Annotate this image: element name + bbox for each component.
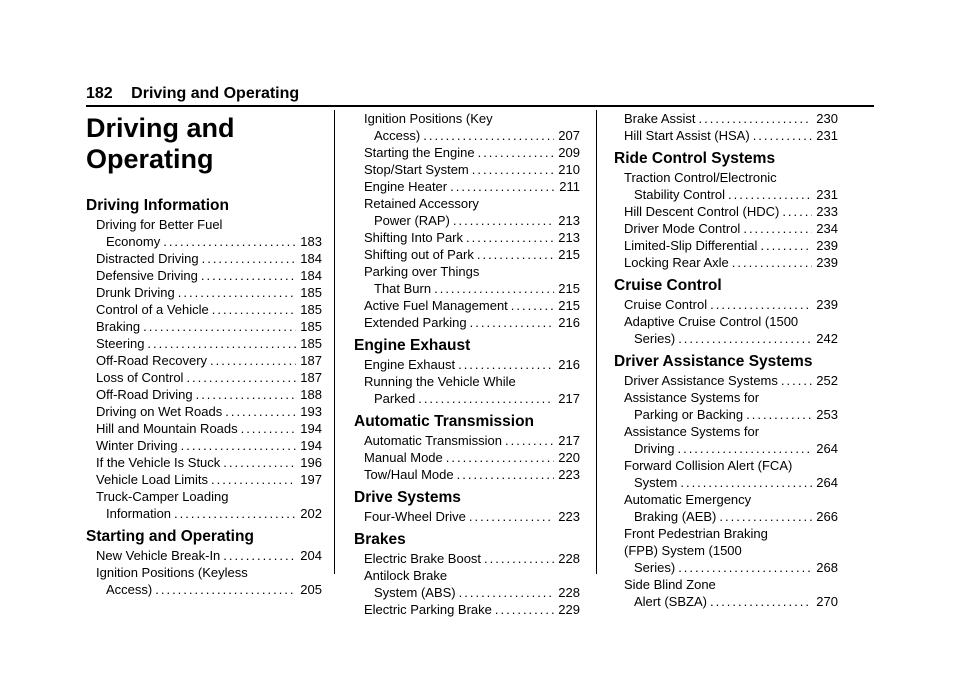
dot-leader xyxy=(459,584,555,601)
toc-entry[interactable] xyxy=(86,471,322,488)
toc-entry[interactable] xyxy=(614,220,838,237)
toc-entry[interactable] xyxy=(614,372,838,389)
toc-entry[interactable] xyxy=(614,525,838,576)
running-chapter-title: Driving and Operating xyxy=(131,85,300,102)
column-divider xyxy=(334,110,335,574)
toc-entry[interactable] xyxy=(614,313,838,347)
dot-leader xyxy=(743,220,812,237)
toc-entry-label: Power (RAP) xyxy=(374,213,450,228)
toc-entry-label: Antilock Brake xyxy=(364,568,448,583)
toc-entry[interactable] xyxy=(86,301,322,318)
toc-page-number: 185 xyxy=(300,336,322,351)
toc-entry[interactable] xyxy=(614,389,838,423)
section-title: Driving Information xyxy=(86,197,229,214)
dot-leader xyxy=(147,335,296,352)
dot-leader xyxy=(458,356,554,373)
toc-page-number: 204 xyxy=(300,548,322,563)
dot-leader xyxy=(746,406,812,423)
column-divider xyxy=(596,110,597,574)
dot-leader xyxy=(719,508,812,525)
toc-entry-label: Traction Control/Electronic xyxy=(624,170,777,185)
toc-entry[interactable] xyxy=(86,352,322,369)
toc-entry[interactable] xyxy=(86,250,322,267)
dot-leader xyxy=(211,471,296,488)
toc-entry-label: Defensive Driving xyxy=(96,268,198,283)
toc-entry[interactable] xyxy=(614,127,838,144)
toc-entry-label: Off-Road Driving xyxy=(96,387,193,402)
toc-page-number: 242 xyxy=(816,331,838,346)
toc-entry-label: Parked xyxy=(374,391,416,406)
dot-leader xyxy=(423,127,554,144)
toc-page-number: 220 xyxy=(558,450,580,465)
toc-entry-label: Shifting Into Park xyxy=(364,230,463,245)
dot-leader xyxy=(484,550,554,567)
dot-leader xyxy=(446,449,555,466)
toc-entry[interactable] xyxy=(354,263,580,297)
toc-entry-label: Steering xyxy=(96,336,145,351)
toc-entry[interactable] xyxy=(86,403,322,420)
toc-entry-label: Assistance Systems for xyxy=(624,390,760,405)
toc-entry-label: Tow/Haul Mode xyxy=(364,467,454,482)
toc-page-number: 187 xyxy=(300,370,322,385)
toc-entry-label: Automatic Transmission xyxy=(364,433,502,448)
toc-entry-label: Series) xyxy=(634,331,676,346)
toc-entry-label: Retained Accessory xyxy=(364,196,479,211)
toc-page-number: 213 xyxy=(558,213,580,228)
toc-page-number: 231 xyxy=(816,187,838,202)
toc-entry[interactable] xyxy=(354,508,580,525)
toc-entry-label: Drunk Driving xyxy=(96,285,175,300)
toc-entry-label: Cruise Control xyxy=(624,297,708,312)
toc-entry[interactable] xyxy=(354,449,580,466)
toc-entry-label: Alert (SBZA) xyxy=(634,594,707,609)
dot-leader xyxy=(782,203,812,220)
toc-entry-label: Limited-Slip Differential xyxy=(624,238,758,253)
toc-entry[interactable] xyxy=(86,267,322,284)
toc-entry[interactable] xyxy=(354,550,580,567)
toc-entry-label: Truck-Camper Loading xyxy=(96,489,229,504)
toc-entry-label: Hill and Mountain Roads xyxy=(96,421,238,436)
toc-entry[interactable] xyxy=(354,314,580,331)
toc-entry[interactable] xyxy=(354,178,580,195)
toc-entry[interactable] xyxy=(614,169,838,203)
toc-entry[interactable] xyxy=(614,423,838,457)
toc-entry[interactable] xyxy=(354,195,580,229)
toc-entry-label: Braking (AEB) xyxy=(634,509,717,524)
toc-page-number: 231 xyxy=(816,128,838,143)
toc-entry[interactable] xyxy=(354,373,580,407)
toc-page-number: 223 xyxy=(558,467,580,482)
section-title: Ride Control Systems xyxy=(614,150,776,167)
dot-leader xyxy=(418,390,554,407)
toc-entry[interactable] xyxy=(354,144,580,161)
toc-entry-label: Front Pedestrian Braking xyxy=(624,526,768,541)
dot-leader xyxy=(728,186,812,203)
toc-page-number: 215 xyxy=(558,247,580,262)
toc-page-number: 209 xyxy=(558,145,580,160)
toc-entry[interactable] xyxy=(86,386,322,403)
toc-page-number: 239 xyxy=(816,297,838,312)
toc-entry-label: Loss of Control xyxy=(96,370,184,385)
toc-page-number: 184 xyxy=(300,251,322,266)
toc-entry-label: (FPB) System (1500 xyxy=(624,543,742,558)
toc-entry-label: Distracted Driving xyxy=(96,251,199,266)
toc-entry-label: Extended Parking xyxy=(364,315,467,330)
toc-entry[interactable] xyxy=(614,203,838,220)
dot-leader xyxy=(477,246,554,263)
toc-entry-label: Stop/Start System xyxy=(364,162,469,177)
toc-page-number: 266 xyxy=(816,509,838,524)
toc-page-number: 228 xyxy=(558,551,580,566)
toc-entry-label: Information xyxy=(106,506,172,521)
toc-entry-label: Driving for Better Fuel xyxy=(96,217,223,232)
toc-page-number: 205 xyxy=(300,582,322,597)
toc-entry-label: Ignition Positions (Keyless xyxy=(96,565,248,580)
toc-page-number: 207 xyxy=(558,128,580,143)
toc-entry-label: Running the Vehicle While xyxy=(364,374,516,389)
toc-column-2 xyxy=(354,110,580,618)
toc-entry-label: Starting the Engine xyxy=(364,145,475,160)
toc-entry[interactable] xyxy=(354,229,580,246)
toc-page-number: 252 xyxy=(816,373,838,388)
chapter-title-line: Operating xyxy=(86,144,214,174)
toc-entry[interactable] xyxy=(354,356,580,373)
toc-page-number: 187 xyxy=(300,353,322,368)
toc-entry-label: Access) xyxy=(374,128,421,143)
toc-entry[interactable] xyxy=(86,454,322,471)
toc-entry-label: Driving xyxy=(634,441,675,456)
dot-leader xyxy=(466,229,554,246)
dot-leader xyxy=(472,161,555,178)
toc-page-number: 215 xyxy=(558,281,580,296)
toc-entry[interactable] xyxy=(86,216,322,250)
toc-entry-label: Locking Rear Axle xyxy=(624,255,729,270)
dot-leader xyxy=(511,297,555,314)
toc-entry-label: Shifting out of Park xyxy=(364,247,474,262)
toc-page-number: 197 xyxy=(300,472,322,487)
toc-entry-label: Brake Assist xyxy=(624,111,696,126)
toc-entry-label: System (ABS) xyxy=(374,585,456,600)
toc-entry[interactable] xyxy=(614,254,838,271)
dot-leader xyxy=(781,372,812,389)
toc-entry[interactable] xyxy=(614,491,838,525)
toc-entry[interactable] xyxy=(354,110,580,144)
toc-page-number: 211 xyxy=(559,179,580,194)
dot-leader xyxy=(223,454,296,471)
chapter-title-line: Driving and xyxy=(86,113,235,143)
toc-entry[interactable] xyxy=(86,369,322,386)
toc-entry-label: Parking or Backing xyxy=(634,407,744,422)
toc-page-number: 217 xyxy=(558,391,580,406)
toc-entry-label: Braking xyxy=(96,319,141,334)
dot-leader xyxy=(225,403,296,420)
dot-leader xyxy=(212,301,297,318)
toc-page-number: 185 xyxy=(300,302,322,317)
toc-entry[interactable] xyxy=(354,601,580,618)
toc-entry-label: Economy xyxy=(106,234,161,249)
toc-page-number: 210 xyxy=(558,162,580,177)
toc-column-1 xyxy=(86,110,322,598)
dot-leader xyxy=(753,127,813,144)
toc-entry-label: Electric Brake Boost xyxy=(364,551,482,566)
toc-page-number: 230 xyxy=(816,111,838,126)
dot-leader xyxy=(186,369,296,386)
toc-entry-label: Active Fuel Management xyxy=(364,298,508,313)
section-title: Brakes xyxy=(354,531,406,548)
toc-entry-label: Off-Road Recovery xyxy=(96,353,208,368)
section-title: Engine Exhaust xyxy=(354,337,471,354)
toc-entry-label: Control of a Vehicle xyxy=(96,302,209,317)
dot-leader xyxy=(699,110,813,127)
dot-leader xyxy=(478,144,555,161)
section-title: Cruise Control xyxy=(614,277,722,294)
dot-leader xyxy=(181,437,297,454)
dot-leader xyxy=(457,466,555,483)
dot-leader xyxy=(201,267,296,284)
dot-leader xyxy=(178,284,297,301)
toc-entry-label: That Burn xyxy=(374,281,432,296)
toc-page-number: 264 xyxy=(816,475,838,490)
toc-page-number: 216 xyxy=(558,357,580,372)
toc-entry[interactable] xyxy=(86,284,322,301)
toc-page-number: 223 xyxy=(558,509,580,524)
dot-leader xyxy=(760,237,812,254)
toc-entry[interactable] xyxy=(86,547,322,564)
toc-entry[interactable] xyxy=(614,576,838,610)
dot-leader xyxy=(710,593,812,610)
toc-page-number: 264 xyxy=(816,441,838,456)
toc-entry[interactable] xyxy=(354,297,580,314)
toc-entry[interactable] xyxy=(354,246,580,263)
dot-leader xyxy=(143,318,296,335)
toc-page-number: 217 xyxy=(558,433,580,448)
toc-entry[interactable] xyxy=(614,457,838,491)
toc-page-number: 215 xyxy=(558,298,580,313)
toc-page-number: 185 xyxy=(300,285,322,300)
toc-entry-label: Electric Parking Brake xyxy=(364,602,492,617)
dot-leader xyxy=(202,250,297,267)
toc-entry-label: System xyxy=(634,475,678,490)
toc-entry-label: Driver Assistance Systems xyxy=(624,373,778,388)
toc-page-number: 270 xyxy=(816,594,838,609)
toc-entry-label: New Vehicle Break-In xyxy=(96,548,221,563)
toc-entry[interactable] xyxy=(354,432,580,449)
toc-page-number: 234 xyxy=(816,221,838,236)
toc-page-number: 216 xyxy=(558,315,580,330)
toc-page-number: 185 xyxy=(300,319,322,334)
page-number: 182 xyxy=(86,85,113,102)
toc-column-3 xyxy=(614,110,838,610)
toc-entry-label: Stability Control xyxy=(634,187,726,202)
dot-leader xyxy=(678,330,812,347)
toc-entry-label: Assistance Systems for xyxy=(624,424,760,439)
dot-leader xyxy=(678,559,812,576)
toc-entry[interactable] xyxy=(86,488,322,522)
toc-entry-label: Access) xyxy=(106,582,153,597)
toc-entry[interactable] xyxy=(614,237,838,254)
section-title: Driver Assistance Systems xyxy=(614,353,813,370)
section-title: Automatic Transmission xyxy=(354,413,535,430)
toc-entry-label: Automatic Emergency xyxy=(624,492,752,507)
dot-leader xyxy=(470,314,555,331)
toc-page-number: 183 xyxy=(300,234,322,249)
toc-entry-label: Four-Wheel Drive xyxy=(364,509,466,524)
toc-entry-label: Side Blind Zone xyxy=(624,577,716,592)
toc-entry-label: Driver Mode Control xyxy=(624,221,741,236)
chapter-title xyxy=(86,113,322,175)
toc-entry[interactable] xyxy=(614,110,838,127)
dot-leader xyxy=(710,296,812,313)
dot-leader xyxy=(732,254,813,271)
toc-entry[interactable] xyxy=(86,564,322,598)
toc-entry-label: Winter Driving xyxy=(96,438,178,453)
dot-leader xyxy=(450,178,555,195)
toc-page-number: 188 xyxy=(300,387,322,402)
toc-entry[interactable] xyxy=(354,161,580,178)
toc-page-number: 228 xyxy=(558,585,580,600)
toc-page-number: 202 xyxy=(300,506,322,521)
toc-page-number: 239 xyxy=(816,238,838,253)
toc-entry-label: Hill Start Assist (HSA) xyxy=(624,128,750,143)
toc-entry[interactable] xyxy=(86,318,322,335)
toc-entry-label: Series) xyxy=(634,560,676,575)
toc-entry-label: Engine Exhaust xyxy=(364,357,456,372)
toc-entry[interactable] xyxy=(86,420,322,437)
toc-entry-label: Hill Descent Control (HDC) xyxy=(624,204,780,219)
toc-entry[interactable] xyxy=(86,437,322,454)
toc-page-number: 213 xyxy=(558,230,580,245)
toc-page-number: 194 xyxy=(300,438,322,453)
toc-page-number: 196 xyxy=(300,455,322,470)
toc-entry-label: Adaptive Cruise Control (1500 xyxy=(624,314,799,329)
dot-leader xyxy=(495,601,554,618)
toc-page-number: 268 xyxy=(816,560,838,575)
toc-entry-label: If the Vehicle Is Stuck xyxy=(96,455,221,470)
section-title: Drive Systems xyxy=(354,489,461,506)
toc-entry[interactable] xyxy=(354,567,580,601)
toc-page-number: 194 xyxy=(300,421,322,436)
dot-leader xyxy=(196,386,297,403)
toc-entry[interactable] xyxy=(354,466,580,483)
dot-leader xyxy=(163,233,296,250)
section-title: Starting and Operating xyxy=(86,528,254,545)
toc-page-number: 229 xyxy=(558,602,580,617)
dot-leader xyxy=(174,505,296,522)
dot-leader xyxy=(505,432,554,449)
toc-page-number: 253 xyxy=(816,407,838,422)
toc-entry[interactable] xyxy=(86,335,322,352)
toc-page-number: 233 xyxy=(816,204,838,219)
dot-leader xyxy=(210,352,296,369)
dot-leader xyxy=(469,508,554,525)
dot-leader xyxy=(434,280,554,297)
toc-page-number: 193 xyxy=(300,404,322,419)
dot-leader xyxy=(453,212,554,229)
dot-leader xyxy=(155,581,296,598)
toc-entry-label: Vehicle Load Limits xyxy=(96,472,209,487)
toc-entry-label: Ignition Positions (Key xyxy=(364,111,493,126)
toc-entry-label: Manual Mode xyxy=(364,450,443,465)
toc-entry-label: Forward Collision Alert (FCA) xyxy=(624,458,793,473)
dot-leader xyxy=(223,547,296,564)
toc-entry-label: Engine Heater xyxy=(364,179,448,194)
toc-entry[interactable] xyxy=(614,296,838,313)
page-header xyxy=(86,84,874,107)
dot-leader xyxy=(680,474,812,491)
toc-page-number: 239 xyxy=(816,255,838,270)
dot-leader xyxy=(677,440,812,457)
toc-entry-label: Parking over Things xyxy=(364,264,480,279)
dot-leader xyxy=(241,420,297,437)
toc-page-number: 184 xyxy=(300,268,322,283)
toc-entry-label: Driving on Wet Roads xyxy=(96,404,223,419)
